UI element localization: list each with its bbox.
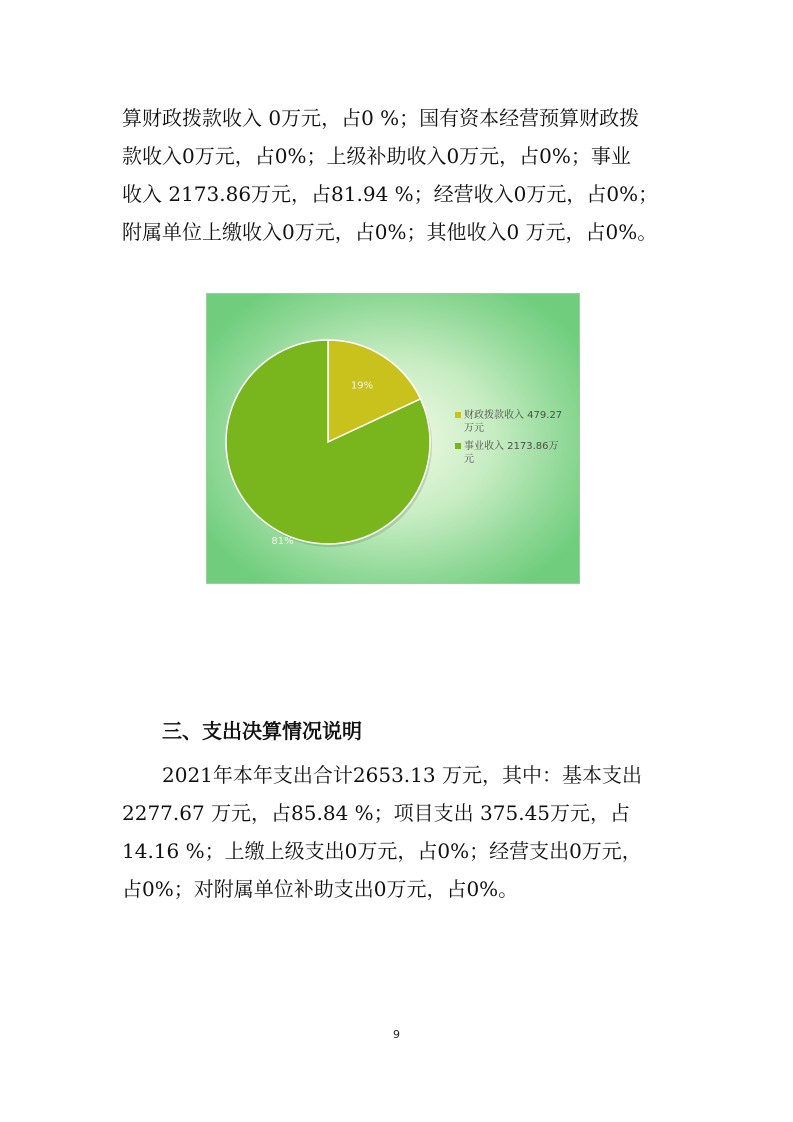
paragraph-line: 款收入0万元，占0%；上级补助收入0万元，占0%；事业 <box>122 144 631 168</box>
income-pie-chart <box>206 293 580 584</box>
slice-data-label: 19% <box>350 380 374 392</box>
legend-item <box>455 409 575 435</box>
paragraph-line: 附属单位上缴收入0万元，占0%；其他收入0 万元，占0%。 <box>122 220 658 244</box>
paragraph-line: 占0%；对附属单位补助支出0万元，占0%。 <box>122 877 519 901</box>
legend-label: 财政拨款收入 479.27 <box>464 410 563 421</box>
chart-legend <box>455 409 575 471</box>
paragraph-line: 收入 2173.86万元，占81.94 %；经营收入0万元，占0%； <box>122 182 659 206</box>
page-number: 9 <box>393 1028 400 1041</box>
legend-item <box>455 440 575 466</box>
income-paragraph <box>122 99 682 251</box>
legend-label: 万元 <box>464 423 484 434</box>
section-heading: 三、支出决算情况说明 <box>162 719 362 743</box>
legend-swatch <box>455 443 461 449</box>
paragraph-line: 2021年本年支出合计2653.13 万元，其中：基本支出 <box>122 763 642 787</box>
legend-label: 事业收入 2173.86万 <box>464 441 559 452</box>
slice-data-label: 81% <box>271 535 294 547</box>
paragraph-line: 14.16 %；上缴上级支出0万元，占0%；经营支出0万元， <box>122 839 642 863</box>
paragraph-line: 算财政拨款收入 0万元，占0 %；国有资本经营预算财政拨 <box>122 106 640 130</box>
legend-swatch <box>455 412 461 418</box>
legend-label: 元 <box>464 454 474 465</box>
expenditure-paragraph <box>122 756 682 908</box>
paragraph-line: 2277.67 万元，占85.84 %；项目支出 375.45万元，占 <box>122 801 631 825</box>
